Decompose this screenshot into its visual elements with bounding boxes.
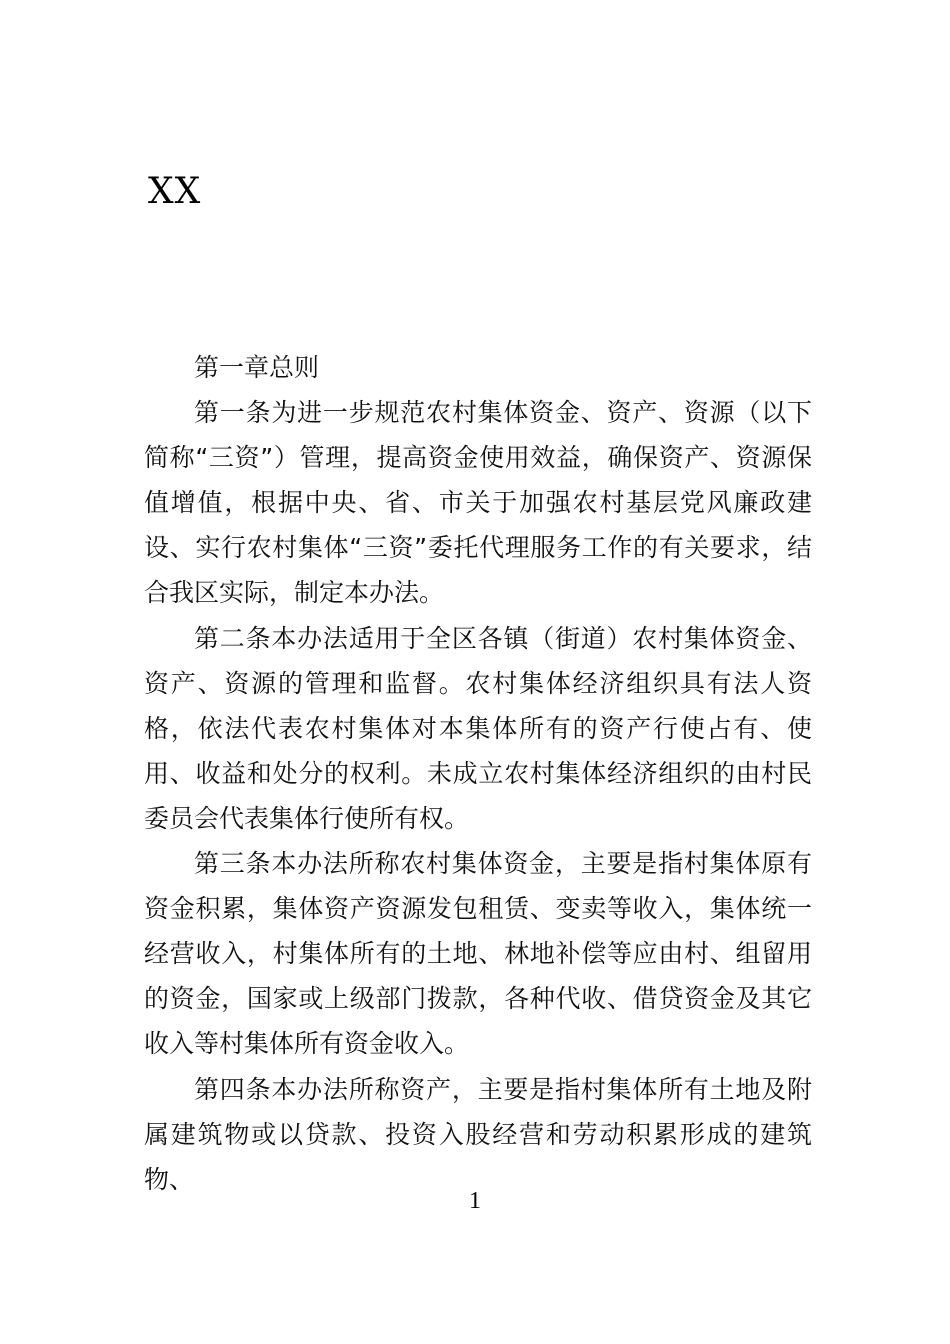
article-paragraph-3: 第三条本办法所称农村集体资金，主要是指村集体原有资金积累，集体资产资源发包租赁、变卖等收入，集体统一经营收入，村集体所有的土地、林地补偿等应由村、组留用的资金，国家或上级部门拨款，各种代收、借贷资金及其它收入等村集体所有资金收入。 — [144, 849, 812, 1059]
chapter-heading: 第一章总则 — [194, 353, 320, 382]
article-paragraph-4: 第四条本办法所称资产，主要是指村集体所有土地及附属建筑物或以贷款、投资入股经营和劳动积累形成的建筑物、 — [144, 1074, 812, 1194]
article-paragraph-2: 第二条本办法适用于全区各镇（街道）农村集体资金、资产、资源的管理和监督。农村集体经济组织具有法人资格，依法代表农村集体对本集体所有的资产行使占有、使用、收益和处分的权利。未成立农村集体经济组织的由村民委员会代表集体行使所有权。 — [144, 623, 812, 833]
document-title: XX — [148, 171, 202, 212]
document-body — [144, 345, 812, 1202]
article-paragraph-1: 第一条为进一步规范农村集体资金、资产、资源（以下简称“三资”）管理，提高资金使用效益，确保资产、资源保值增值，根据中央、省、市关于加强农村基层党风廉政建设、实行农村集体“三资”委托代理服务工作的有关要求，结合我区实际，制定本办法。 — [144, 398, 812, 608]
page-number: 1 — [469, 1188, 481, 1214]
